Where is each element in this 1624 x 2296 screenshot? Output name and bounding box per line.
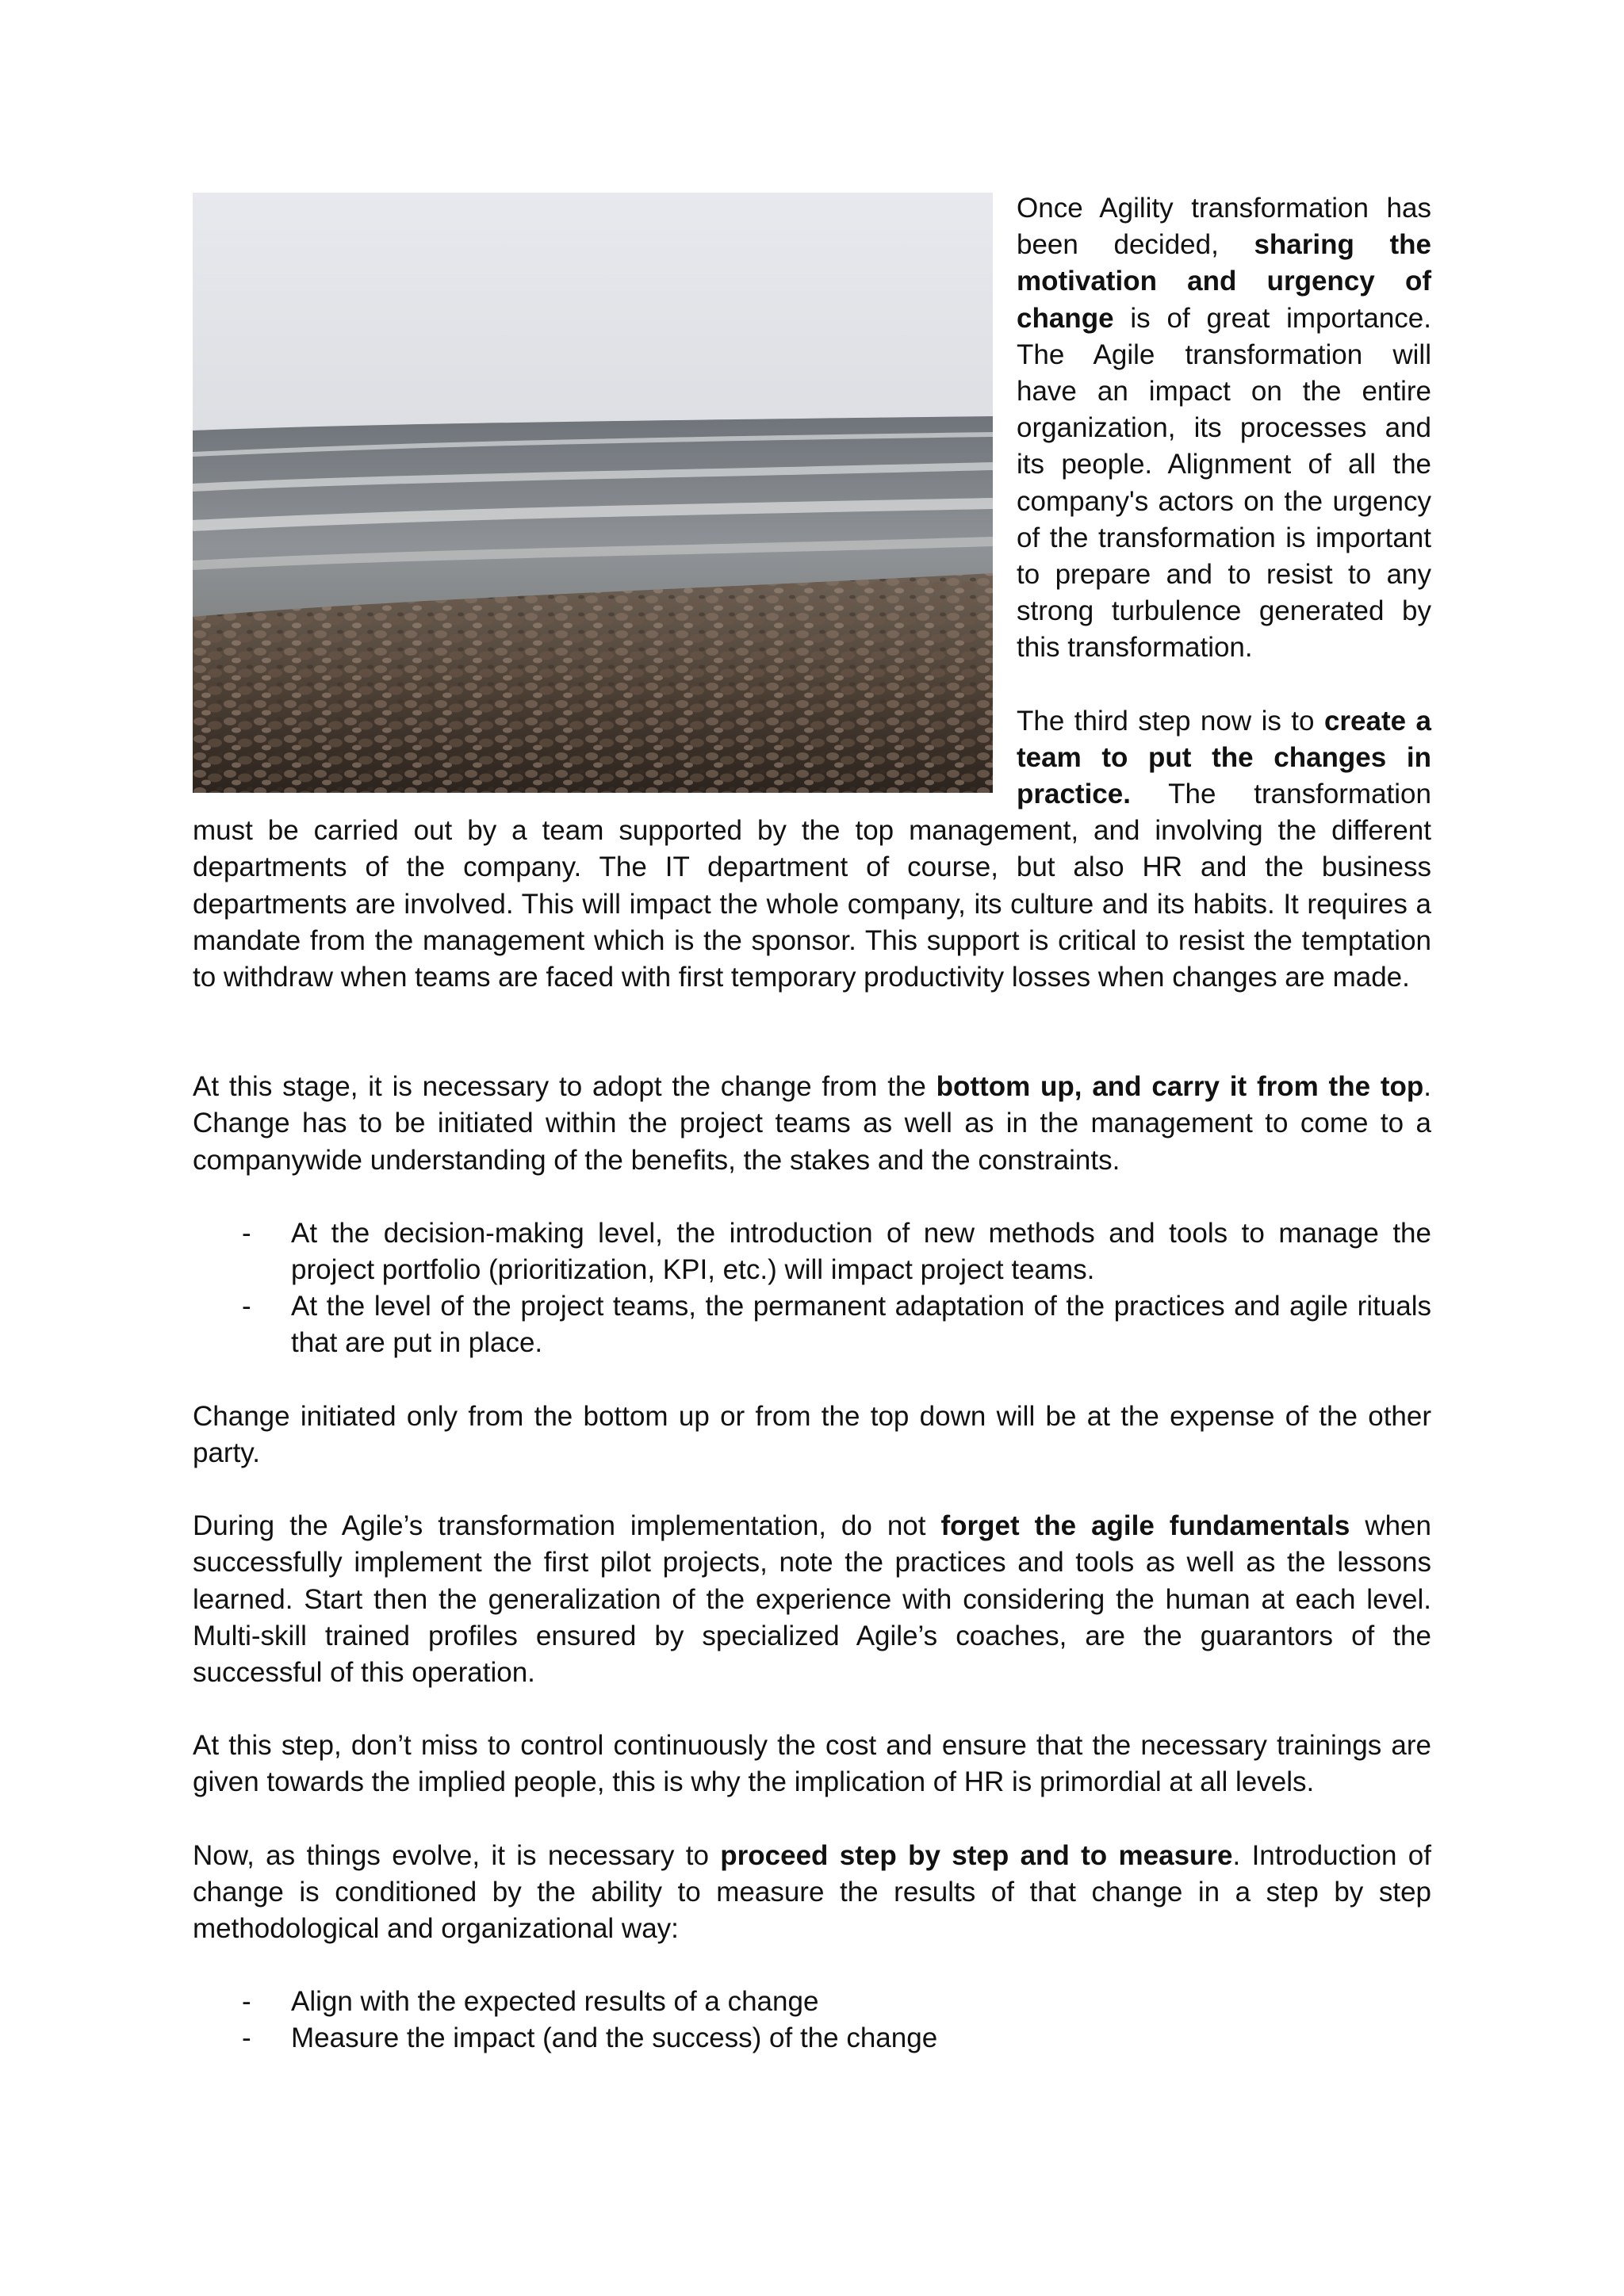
paragraph-fundamentals — [193, 1508, 1431, 1691]
intro-paragraph-2-text-a: The third step now is to — [1017, 705, 1324, 737]
list-item-text: Align with the expected results of a change — [291, 1986, 819, 2018]
document-body — [193, 190, 1431, 2094]
list-dash: - — [242, 1291, 251, 1322]
beach-photo-image — [193, 193, 993, 793]
paragraph-measure-text-b: . Introduction of change is conditioned by the ability to measure the results of that change in a step by step methodological and organizational way: — [193, 1839, 1431, 1944]
paragraph-bottom-up-text-a: At this stage, it is necessary to adopt the change from the — [193, 1071, 936, 1103]
paragraph-fundamentals-text-a: During the Agile’s transformation implementation, do not — [193, 1510, 941, 1542]
section-spacer — [193, 996, 1431, 1069]
paragraph-measure — [193, 1838, 1431, 1948]
beach-photo — [193, 193, 993, 793]
list-item-text: Measure the impact (and the success) of the change — [291, 2022, 938, 2054]
paragraph-fundamentals-emphasis: forget the agile fundamentals — [940, 1510, 1350, 1542]
list-item — [193, 2020, 1431, 2057]
paragraph-cost-control: At this step, don’t miss to control continuously the cost and ensure that the necessary trainings are given towards the implied people, this is why the implication of HR is primordial at all levels. — [193, 1730, 1431, 1798]
list-dash: - — [242, 2022, 251, 2054]
measure-list — [193, 1984, 1431, 2057]
intro-paragraph-2-text-b: The transformation must be carried out by a team supported by the top management, and involving the different departments of the company. The IT department of course, but also HR and the business departments are involved. This will impact the whole company, its culture and its habits. It requires a mandate from the management which is the sponsor. This support is critical to resist the temptation to withdraw when teams are faced with first temporary productivity losses when changes are made. — [193, 779, 1431, 993]
paragraph-measure-emphasis: proceed step by step and to measure — [720, 1839, 1233, 1871]
list-dash: - — [242, 1217, 251, 1249]
intro-paragraph-1-text-a: Once Agility transformation has been decided, — [1017, 193, 1431, 261]
list-item — [193, 1288, 1431, 1361]
intro-paragraph-1-emphasis: sharing the motivation and urgency of change — [1017, 229, 1431, 334]
paragraph-bottom-up-emphasis: bottom up, and carry it from the top — [936, 1071, 1424, 1103]
list-item — [193, 1984, 1431, 2020]
list-item-text: At the decision-making level, the introduction of new methods and tools to manage the project portfolio (prioritization, KPI, etc.) will impact project teams. — [291, 1217, 1431, 1286]
list-dash: - — [242, 1986, 251, 2018]
paragraph-fundamentals-text-b: when successfully implement the first pilot projects, note the practices and tools as well as the lessons learned. Start then the generalization of the experience with considering the human at each level. Multi-skill trained profiles ensured by specialized Agile’s coaches, are the guarantors of the successful of this operation. — [193, 1510, 1431, 1688]
paragraph-measure-text-a: Now, as things evolve, it is necessary to — [193, 1839, 721, 1871]
intro-paragraph-2-emphasis: create a team to put the changes in practice. — [1017, 705, 1431, 810]
paragraph-bottom-up-text-b: . Change has to be initiated within the project teams as well as in the management to come to a companywide understanding of the benefits, the stakes and the constraints. — [193, 1071, 1431, 1176]
list-item-text: At the level of the project teams, the permanent adaptation of the practices and agile rituals that are put in place. — [291, 1291, 1431, 1359]
paragraph-bottom-up — [193, 1069, 1431, 1179]
intro-paragraph-1-text-b: is of great importance. The Agile transformation will have an impact on the entire organization, its processes and its people. Alignment of all the company's actors on the urgency of the transformation is important to prepare and to resist to any strong turbulence generated by this transformation. — [1017, 302, 1431, 664]
list-item — [193, 1215, 1431, 1288]
levels-list — [193, 1215, 1431, 1362]
paragraph-change-initiated: Change initiated only from the bottom up or from the top down will be at the expense of the other party. — [193, 1400, 1431, 1468]
